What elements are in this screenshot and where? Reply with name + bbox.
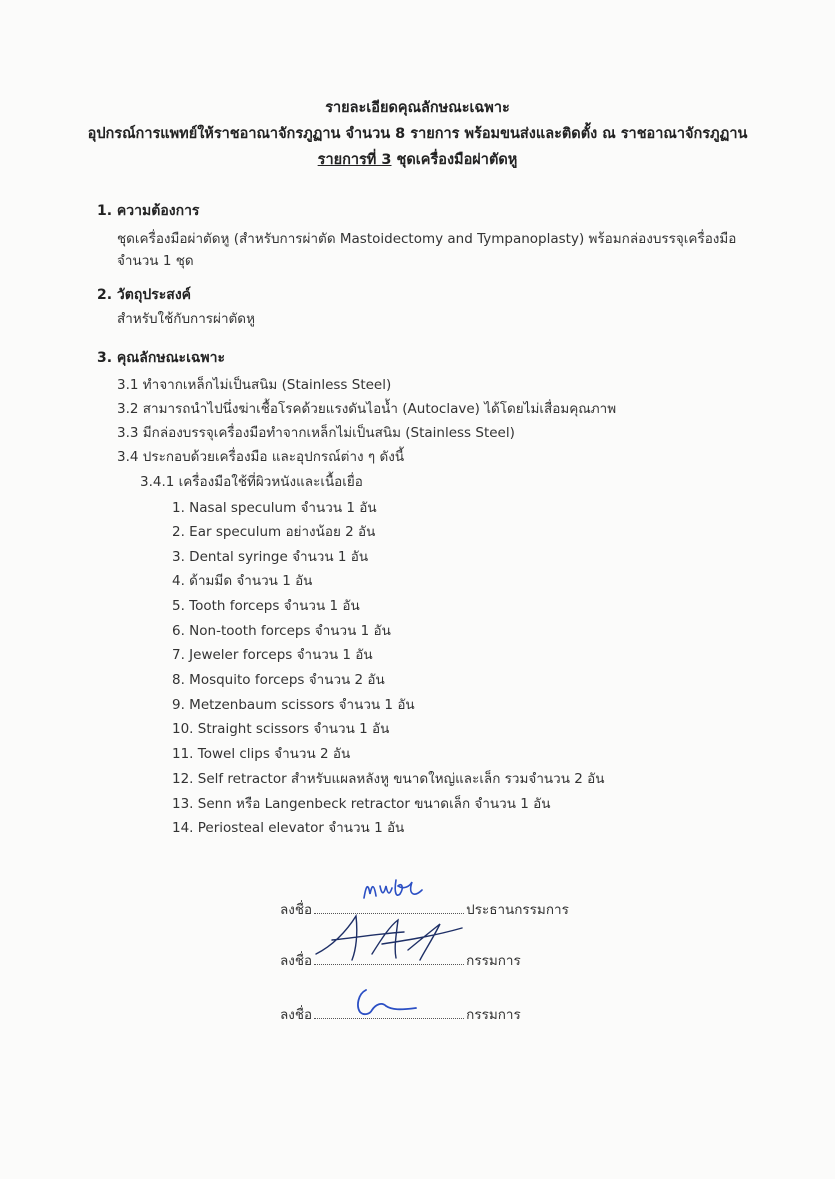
list-item: 9. Metzenbaum scissors จำนวน 1 อัน <box>172 697 415 713</box>
list-item: 7. Jeweler forceps จำนวน 1 อัน <box>172 647 373 663</box>
handwritten-signature-2 <box>312 910 472 966</box>
list-item: 13. Senn หรือ Langenbeck retractor ขนาดเล็ก จำนวน 1 อัน <box>172 796 551 812</box>
list-item: 4. ด้ามมีด จำนวน 1 อัน <box>172 573 313 589</box>
document-subtitle: อุปกรณ์การแพทย์ให้ราชอาณาจักรภูฏาน จำนวน 8 รายการ พร้อมขนส่งและติดตั้ง ณ ราชอาณาจักรภูฏาน <box>87 126 748 142</box>
signature-role: กรรมการ <box>466 1007 521 1023</box>
list-item: 10. Straight scissors จำนวน 1 อัน <box>172 721 390 737</box>
item-name: ชุดเครื่องมือผ่าตัดหู <box>391 152 518 168</box>
list-item: 14. Periosteal elevator จำนวน 1 อัน <box>172 820 405 836</box>
item-number: รายการที่ 3 <box>317 152 392 168</box>
spec-3-1: 3.1 ทำจากเหล็กไม่เป็นสนิม (Stainless Steel) <box>117 377 392 393</box>
spec-3-2: 3.2 สามารถนำไปนึ่งฆ่าเชื้อโรคด้วยแรงดันไอน้ำ (Autoclave) ได้โดยไม่เสื่อมคุณภาพ <box>117 401 617 417</box>
list-item: 11. Towel clips จำนวน 2 อัน <box>172 746 351 762</box>
list-item: 3. Dental syringe จำนวน 1 อัน <box>172 549 369 565</box>
section-1-title: 1. ความต้องการ <box>97 203 200 219</box>
signature-role: ประธานกรรมการ <box>466 902 569 918</box>
list-item: 2. Ear speculum อย่างน้อย 2 อัน <box>172 524 376 540</box>
section-1-line-2: จำนวน 1 ชุด <box>117 253 194 269</box>
signature-prefix: ลงชื่อ <box>280 902 313 918</box>
signature-prefix: ลงชื่อ <box>280 953 313 969</box>
list-item: 8. Mosquito forceps จำนวน 2 อัน <box>172 672 385 688</box>
list-item: 1. Nasal speculum จำนวน 1 อัน <box>172 500 377 516</box>
handwritten-signature-1 <box>360 872 430 908</box>
spec-3-4: 3.4 ประกอบด้วยเครื่องมือ และอุปกรณ์ต่าง ๆ ดังนี้ <box>117 449 405 465</box>
spec-3-3: 3.3 มีกล่องบรรจุเครื่องมือทำจากเหล็กไม่เป็นสนิม (Stainless Steel) <box>117 425 515 441</box>
section-3-title: 3. คุณลักษณะเฉพาะ <box>97 350 226 366</box>
list-item: 6. Non-tooth forceps จำนวน 1 อัน <box>172 623 391 639</box>
list-item: 12. Self retractor สำหรับแผลหลังหู ขนาดใหญ่และเล็ก รวมจำนวน 2 อัน <box>172 771 605 787</box>
item-heading <box>0 148 835 171</box>
section-2-line-1: สำหรับใช้กับการผ่าตัดหู <box>117 311 255 327</box>
section-1-line-1: ชุดเครื่องมือผ่าตัดหู (สำหรับการผ่าตัด Mastoidectomy and Tympanoplasty) พร้อมกล่องบรรจุเครื่องมือ <box>117 231 737 247</box>
list-item: 5. Tooth forceps จำนวน 1 อัน <box>172 598 360 614</box>
document-title: รายละเอียดคุณลักษณะเฉพาะ <box>325 100 510 116</box>
handwritten-signature-3 <box>352 984 422 1018</box>
section-2-title: 2. วัตถุประสงค์ <box>97 287 192 303</box>
signature-role: กรรมการ <box>466 953 521 969</box>
spec-3-4-1: 3.4.1 เครื่องมือใช้ที่ผิวหนังและเนื้อเยื่อ <box>140 474 363 490</box>
signature-prefix: ลงชื่อ <box>280 1007 313 1023</box>
